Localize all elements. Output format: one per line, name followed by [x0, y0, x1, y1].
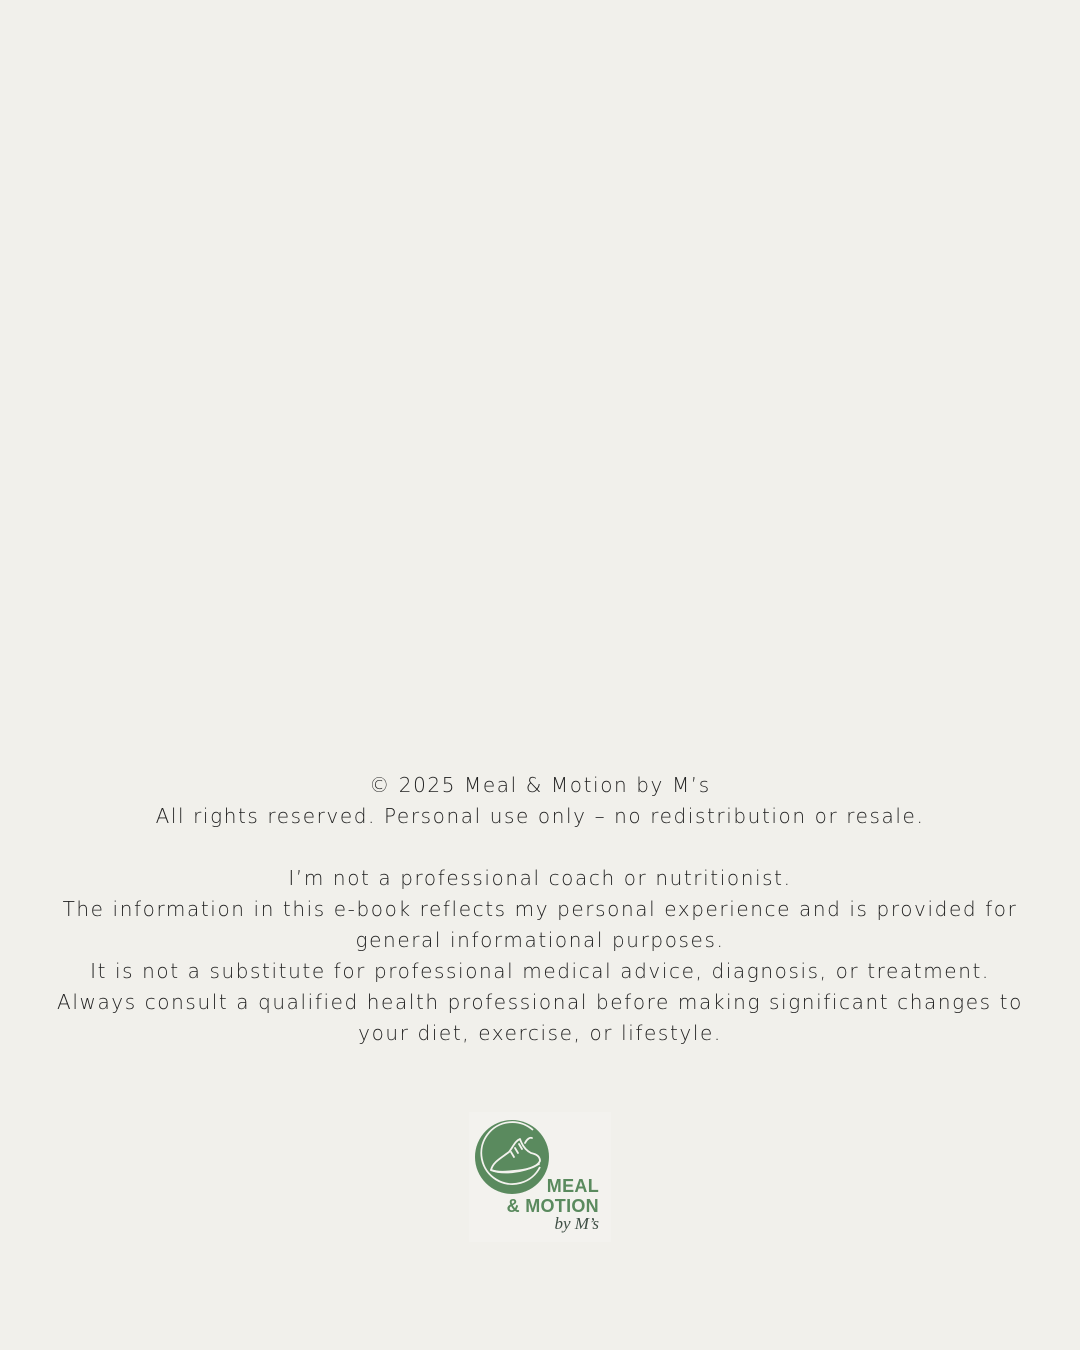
- disclaimer-line-6: your diet, exercise, or lifestyle.: [358, 1021, 722, 1045]
- disclaimer-line-5: Always consult a qualified health professional before making significant changes to: [57, 990, 1023, 1014]
- disclaimer-line-4: It is not a substitute for professional medical advice, diagnosis, or treatment.: [90, 959, 990, 983]
- paragraph-spacer: [30, 832, 1050, 863]
- legal-notice: [30, 770, 1050, 1049]
- disclaimer-line-3: general informational purposes.: [355, 928, 725, 952]
- logo-word-meal: MEAL: [546, 1176, 599, 1196]
- disclaimer-line-1: I’m not a professional coach or nutritionist.: [288, 866, 792, 890]
- brand-logo: [469, 1112, 611, 1242]
- logo-byline: by M’s: [554, 1214, 599, 1233]
- logo-word-motion: & MOTION: [506, 1196, 599, 1216]
- disclaimer-line-2: The information in this e-book reflects my personal experience and is provided for: [62, 897, 1018, 921]
- copyright-line: © 2025 Meal & Motion by M’s: [369, 773, 711, 797]
- rights-line: All rights reserved. Personal use only – no redistribution or resale.: [155, 804, 925, 828]
